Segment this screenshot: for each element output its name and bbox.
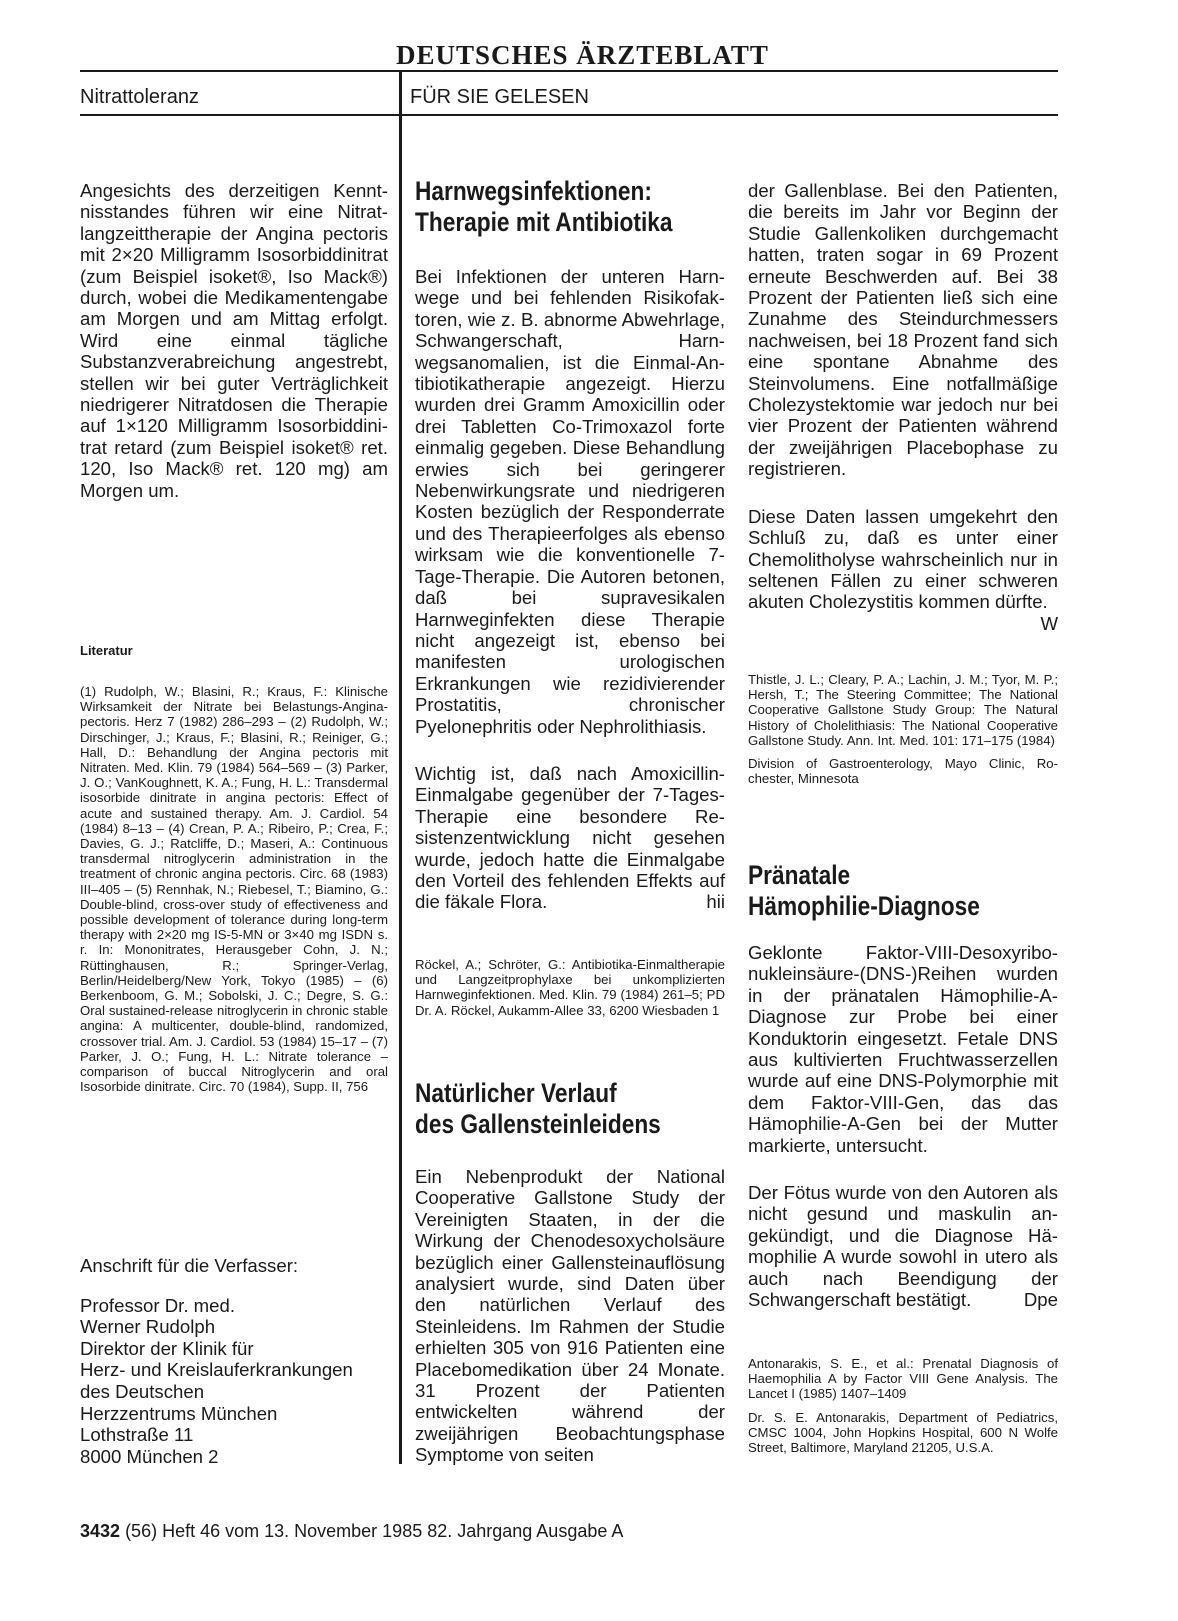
citation: Antonarakis, S. E., et al.: Prenatal Diagnosis of Haemophilia A by Factor VIII Gene Analysis. The Lancet I (1985) 1407–1409 (748, 1356, 1058, 1402)
article-body-gallenstein-continued (748, 180, 1058, 634)
article-haemophilie (748, 860, 1068, 922)
address-line: des Deutschen (80, 1380, 205, 1402)
article-title-line: Hämophilie-Diagnose (748, 891, 980, 921)
article-body-harnweg (415, 266, 725, 913)
header-rule (80, 114, 1058, 116)
article-title-line: Therapie mit Antibiotika (415, 207, 673, 237)
article-paragraph: Geklonte Faktor-VIII-Desoxyribonukleinsäure-(DNS-)Reihen wurden in der pränatalen Hämophilie-A-Diagnose zur Probe bei einer Konduktorin eingesetzt. Fetale DNS aus kultivierten Fruchtwasserzellen wurde auf eine DNS-Polymorphie mit dem Faktor-VIII-Gen, das das Hämophilie-A-Gen bei der Mutter markierte, untersucht. (748, 942, 1058, 1156)
article-gallenstein (415, 1078, 735, 1140)
author-signoff: hii (706, 891, 725, 913)
address-line: Werner Rudolph (80, 1316, 216, 1338)
masthead-rule (80, 70, 1058, 72)
literature-references: (1) Rudolph, W.; Blasini, R.; Kraus, F.: Klinische Wirksamkeit der Nitrate bei Belastungs-Angina-pectoris. Herz 7 (1982) 286–293 – (2) Rudolph, W.; Dirschinger, J.; Kraus, F.; Blasini, R.; Reiniger, G.; Hall, D.: Behandlung der Angina pectoris mit Nitraten. Med. Klin. 79 (1984) 564–569 – (3) Parker, J. O.; VanKoughnett, K. A.; Fung, H. L.: Transdermal isosorbide dinitrate in angina pectoris: Effect of acute and sustained therapy. Am. J. Cardiol. 54 (1984) 8–13 – (4) Crean, P. A.; Ribeiro, P.; Crea, F.; Davies, G. J.; Ratcliffe, D.; Maseri, A.: Continuous transdermal nitroglycerin administration in the treatment of chronic angina pectoris. Circ. 68 (1983) III–405 – (5) Rennhak, N.; Riebesel, T.; Biamino, G.: Double-blind, cross-over study of effectiveness and possible development of tolerance during long-term therapy with 2×20 mg IS-5-MN or 3×40 mg ISDN s. r. In: Mononitrates, Herausgeber Cohn, J. N.; Rüttinghausen, R.; Springer-Verlag, Berlin/Heidelberg/New York, Tokyo (1985) – (6) Berkenboom, G. M.; Sobolski, J. C.; Degre, S. G.: Oral sustained-release nitroglycerin in chronic stable angina: A multicenter, double-blind, randomized, crossover trial. Am. J. Cardiol. 53 (1984) 15–17 – (7) Parker, J. O.; Fung, H. L.: Nitrate tolerance – comparison of buccal Nitroglycerin and oral Isosorbide dinitrate. Circ. 70 (1984), Supp. II, 756 (80, 684, 388, 1095)
literature-heading: Literatur (80, 643, 133, 658)
article-title-line: des Gallensteinleidens (415, 1109, 661, 1139)
article-paragraph-text: Diese Daten lassen umgekehrt den Schluß zu, daß es unter einer Chemolitholyse wahrscheinlich nur in seltenen Fällen zu einer schweren akuten Cholezystitis kommen dürfte. (748, 505, 1058, 613)
address-line: 8000 München 2 (80, 1445, 219, 1467)
article-title-line: Harnwegsinfektionen: (415, 176, 652, 206)
reference-gallenstein (748, 672, 1058, 794)
address-line: Herz- und Kreislauferkrankungen (80, 1359, 353, 1381)
author-signoff: Dpe (1023, 1289, 1058, 1311)
article-paragraph: der Gallenblase. Bei den Patienten, die bereits im Jahr vor Beginn der Studie Gallenkoliken durchgemacht hatten, traten sogar in 69 Prozent erneute Beschwerden auf. Bei 38 Prozent der Patienten ließ sich eine Zunahme des Steindurchmessers nachweisen, bei 18 Prozent fand sich eine spontane Abnahme des Steinvolumens. Eine notfallmäßige Cholezystektomie war jedoch nur bei vier Prozent der Patienten während der zweijährigen Placebophase zu registrieren. (748, 180, 1058, 480)
reference-harnweg: Röckel, A.; Schröter, G.: Antibiotika-Einmaltherapie und Langzeitprophylaxe bei unkomplizierten Harnweginfektionen. Med. Klin. 79 (1984) 261–5; PD Dr. A. Röckel, Aukamm-Allee 33, 6200 Wiesbaden 1 (415, 957, 725, 1018)
article-body-gallenstein: Ein Nebenprodukt der National Cooperative Gallstone Study der Vereinigten Staaten, in der die Wirkung der Chenodesoxycholsäure bezüglich einer Gallensteinauflösung analysiert wurde, sind Daten über den natürlichen Verlauf des Steinleidens. Im Rahmen der Studie erhielten 305 von 916 Patienten eine Placebomedikation über 24 Monate. 31 Prozent der Patienten entwickelten während der zweijährigen Beobachtungsphase Symptome von seiten (415, 1166, 725, 1466)
article-title-line: Pränatale (748, 860, 851, 890)
issue-info: (56) Heft 46 vom 13. November 1985 82. Jahrgang Ausgabe A (125, 1521, 624, 1541)
affiliation: Division of Gastroenterology, Mayo Clinic, Rochester, Minnesota (748, 756, 1058, 787)
article-paragraph-text: Der Fötus wurde von den Autoren als nicht gesund und maskulin angekündigt, und die Diagnose Hämophilie A wurde sowohl in utero als auch nach Beendigung der Schwangerschaft bestätigt. (748, 1182, 1058, 1311)
affiliation: Dr. S. E. Antonarakis, Department of Pediatrics, CMSC 1004, John Hopkins Hospital, 600 N Wolfe Street, Baltimore, Maryland 21205, U.S.A. (748, 1409, 1058, 1456)
column-divider (399, 72, 402, 1464)
article-paragraph: Bei Infektionen der unteren Harnwege und bei fehlenden Risikofaktoren, wie z. B. abnorme Abwehrlage, Schwangerschaft, Harnwegsanomalien, ist die Einmal-Antibiotikatherapie angezeigt. Hierzu wurden drei Gramm Amoxicillin oder drei Tabletten Co-Trimoxazol forte einmalig gegeben. Diese Behandlung erwies sich bei geringerer Nebenwirkungsrate und niedrigeren Kosten bezüglich der Responderrate und des Therapieerfolges als ebenso wirksam wie die konventionelle 7-Tage-Therapie. Die Autoren betonen, daß bei supravesikalen Harnweginfekten diese Therapie nicht angezeigt ist, ebenso bei manifesten urologischen Erkrankungen wie rezidivierender Prostatitis, chronischer Pyelonephritis oder Nephrolithiasis. (415, 266, 725, 737)
address-line: Direktor der Klinik für (80, 1337, 254, 1359)
article-title-line: Natürlicher Verlauf (415, 1078, 617, 1108)
masthead: DEUTSCHES ÄRZTEBLATT (396, 40, 769, 70)
article-paragraph (415, 763, 725, 913)
section-label-left: Nitrattoleranz (80, 86, 199, 108)
article-paragraph (748, 505, 1058, 634)
address-line: Professor Dr. med. (80, 1294, 235, 1316)
article-paragraph-text: Wichtig ist, daß nach Amoxicillin-Einmalgabe gegenüber der 7-Tages-Therapie eine besondere Resistenzentwicklung nicht gesehen wurde, jedoch hatte die Einmalgabe den Vorteil des fehlenden Effekts auf die fäkale Flora. (415, 762, 725, 913)
article-paragraph (748, 1182, 1058, 1310)
author-signoff: W (1040, 612, 1058, 634)
address-block (80, 1255, 390, 1467)
article-body-haemophilie (748, 942, 1058, 1311)
page-footer (80, 1521, 623, 1542)
article-harnweg (415, 176, 735, 238)
section-label-right: FÜR SIE GELESEN (410, 86, 589, 108)
address-line: Herzzentrums München (80, 1402, 278, 1424)
address-line: Lothstraße 11 (80, 1424, 194, 1446)
reference-haemophilie (748, 1356, 1058, 1463)
page-number: 3432 (80, 1521, 121, 1541)
address-intro: Anschrift für die Verfasser: (80, 1255, 299, 1276)
citation: Thistle, J. L.; Cleary, P. A.; Lachin, J. M.; Tyor, M. P.; Hersh, T.; The Steering Committee; The National Cooperative Gallstone Study Group: The Natural History of Cholelithiasis: The National Cooperative Gallstone Study. Ann. Int. Med. 101: 171–175 (1984) (748, 672, 1058, 748)
left-column-text: Angesichts des derzeitigen Kenntnisstandes führen wir eine Nitratlangzeittherapie der Angina pectoris mit 2×20 Milligramm Isosorbiddinitrat (zum Beispiel isoket®, Iso Mack®) durch, wobei die Medikamentengabe am Morgen und am Mittag erfolgt. Wird eine einmal tägliche Substanzverabreichung angestrebt, stellen wir bei guter Verträglichkeit niedrigerer Nitratdosen die Therapie auf 1×120 Milligramm Isosorbiddinitrat retard (zum Beispiel isoket® ret. 120, Iso Mack® ret. 120 mg) am Morgen um. (80, 180, 388, 501)
